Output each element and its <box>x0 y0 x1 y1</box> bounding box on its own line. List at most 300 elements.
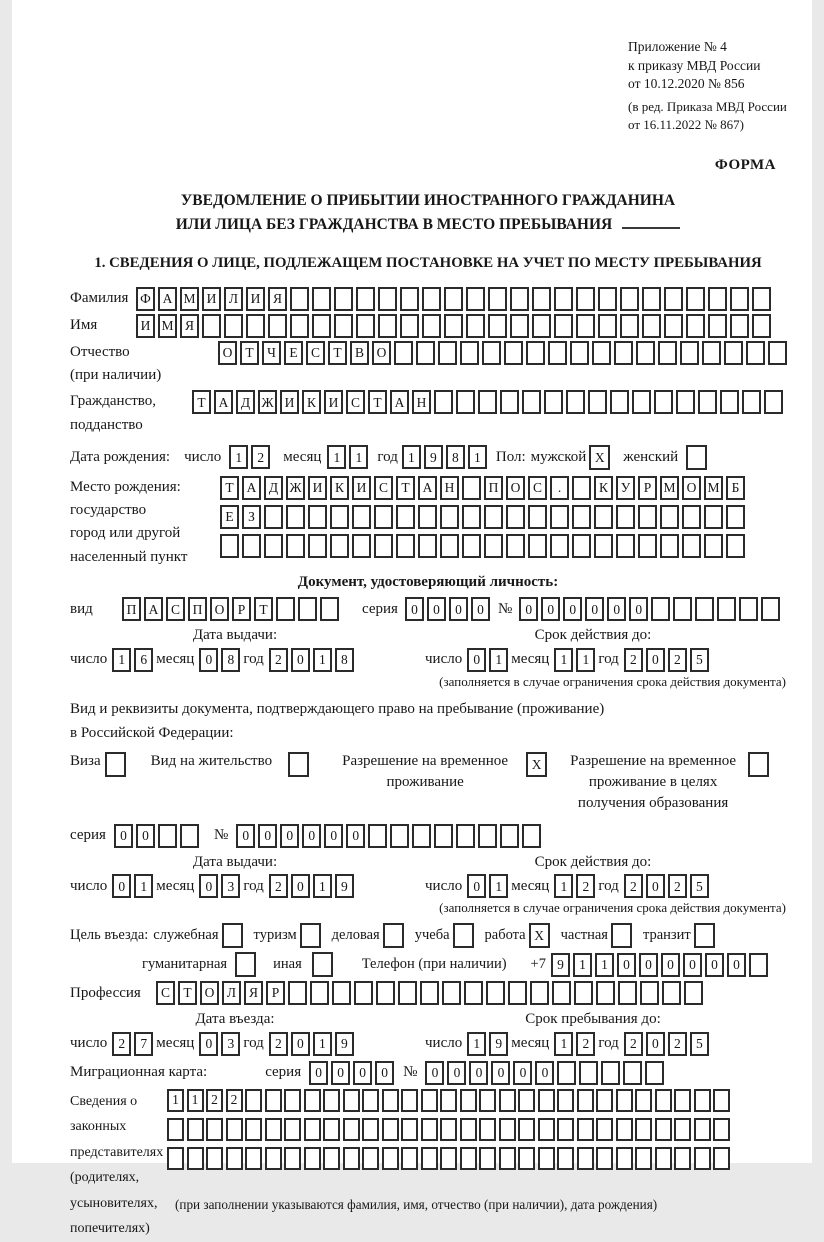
char-box[interactable]: 0 <box>491 1061 510 1085</box>
char-box[interactable]: 0 <box>467 874 486 898</box>
char-box[interactable] <box>655 1147 672 1170</box>
char-box[interactable] <box>596 981 615 1005</box>
char-box[interactable] <box>594 505 613 529</box>
char-box[interactable] <box>504 341 523 365</box>
char-box[interactable]: Т <box>240 341 259 365</box>
char-box[interactable] <box>660 534 679 558</box>
char-box[interactable] <box>187 1147 204 1170</box>
char-box[interactable]: X <box>526 752 547 777</box>
residence-valid-month[interactable] <box>554 874 598 898</box>
residence-issue-year[interactable] <box>269 874 357 898</box>
char-box[interactable]: М <box>660 476 679 500</box>
char-box[interactable] <box>694 923 715 948</box>
char-box[interactable] <box>752 287 771 311</box>
char-box[interactable] <box>544 390 563 414</box>
char-box[interactable] <box>442 981 461 1005</box>
char-box[interactable] <box>286 534 305 558</box>
char-box[interactable] <box>362 1118 379 1141</box>
char-box[interactable] <box>528 505 547 529</box>
char-box[interactable]: Р <box>638 476 657 500</box>
char-box[interactable] <box>730 314 749 338</box>
purpose-work-checkbox[interactable] <box>529 923 553 948</box>
char-box[interactable]: 7 <box>134 1032 153 1056</box>
char-box[interactable] <box>601 1061 620 1085</box>
char-box[interactable]: 2 <box>624 1032 643 1056</box>
char-box[interactable]: Я <box>180 314 199 338</box>
char-box[interactable]: 1 <box>489 874 508 898</box>
char-box[interactable] <box>577 1089 594 1112</box>
char-box[interactable] <box>680 341 699 365</box>
char-box[interactable] <box>453 923 474 948</box>
char-box[interactable] <box>570 341 589 365</box>
char-box[interactable] <box>320 597 339 621</box>
residence-series-boxes[interactable] <box>114 824 202 848</box>
char-box[interactable] <box>557 1118 574 1141</box>
char-box[interactable] <box>343 1147 360 1170</box>
char-box[interactable] <box>376 981 395 1005</box>
char-box[interactable] <box>235 952 256 977</box>
char-box[interactable] <box>488 314 507 338</box>
char-box[interactable] <box>713 1089 730 1112</box>
char-box[interactable] <box>330 505 349 529</box>
doc-valid-year[interactable] <box>624 648 712 672</box>
char-box[interactable]: О <box>200 981 219 1005</box>
char-box[interactable] <box>400 314 419 338</box>
char-box[interactable] <box>530 981 549 1005</box>
char-box[interactable] <box>396 534 415 558</box>
char-box[interactable] <box>576 287 595 311</box>
char-box[interactable] <box>572 505 591 529</box>
char-box[interactable]: З <box>242 505 261 529</box>
char-box[interactable] <box>640 981 659 1005</box>
char-box[interactable] <box>356 314 375 338</box>
char-box[interactable]: 0 <box>563 597 582 621</box>
char-box[interactable]: А <box>158 287 177 311</box>
char-box[interactable] <box>655 1089 672 1112</box>
char-box[interactable] <box>401 1147 418 1170</box>
char-box[interactable] <box>522 390 541 414</box>
char-box[interactable]: Р <box>232 597 251 621</box>
char-box[interactable] <box>479 1147 496 1170</box>
char-box[interactable] <box>434 824 453 848</box>
char-box[interactable]: Т <box>368 390 387 414</box>
char-box[interactable]: 2 <box>226 1089 243 1112</box>
char-box[interactable] <box>412 824 431 848</box>
char-box[interactable] <box>420 981 439 1005</box>
char-box[interactable] <box>286 505 305 529</box>
purpose-other-checkbox[interactable] <box>312 952 336 977</box>
char-box[interactable] <box>323 1118 340 1141</box>
char-box[interactable] <box>724 341 743 365</box>
char-box[interactable] <box>616 1147 633 1170</box>
char-box[interactable] <box>695 597 714 621</box>
birth-year-boxes[interactable] <box>402 445 490 469</box>
char-box[interactable] <box>572 534 591 558</box>
char-box[interactable] <box>245 1089 262 1112</box>
birthplace-row1-boxes[interactable] <box>220 476 748 500</box>
char-box[interactable]: 1 <box>229 445 248 469</box>
char-box[interactable] <box>308 505 327 529</box>
char-box[interactable] <box>206 1118 223 1141</box>
char-box[interactable] <box>532 314 551 338</box>
char-box[interactable] <box>528 534 547 558</box>
char-box[interactable] <box>538 1118 555 1141</box>
char-box[interactable]: 1 <box>489 648 508 672</box>
char-box[interactable] <box>726 505 745 529</box>
char-box[interactable] <box>702 341 721 365</box>
purpose-business-checkbox[interactable] <box>222 923 246 948</box>
char-box[interactable] <box>484 505 503 529</box>
char-box[interactable] <box>245 1118 262 1141</box>
char-box[interactable]: С <box>166 597 185 621</box>
char-box[interactable]: 0 <box>346 824 365 848</box>
char-box[interactable]: 0 <box>114 824 133 848</box>
char-box[interactable] <box>635 1147 652 1170</box>
char-box[interactable] <box>343 1118 360 1141</box>
char-box[interactable] <box>434 390 453 414</box>
char-box[interactable] <box>300 923 321 948</box>
char-box[interactable] <box>418 534 437 558</box>
char-box[interactable]: 1 <box>349 445 368 469</box>
char-box[interactable]: 0 <box>302 824 321 848</box>
char-box[interactable]: 9 <box>335 874 354 898</box>
birthplace-row2-boxes[interactable] <box>220 505 748 529</box>
char-box[interactable] <box>574 981 593 1005</box>
char-box[interactable] <box>440 1147 457 1170</box>
char-box[interactable] <box>268 314 287 338</box>
char-box[interactable]: 0 <box>541 597 560 621</box>
char-box[interactable] <box>352 505 371 529</box>
char-box[interactable] <box>462 505 481 529</box>
char-box[interactable]: 0 <box>513 1061 532 1085</box>
char-box[interactable]: 2 <box>668 874 687 898</box>
char-box[interactable]: О <box>372 341 391 365</box>
char-box[interactable] <box>673 597 692 621</box>
residence-issue-month[interactable] <box>199 874 243 898</box>
char-box[interactable] <box>510 287 529 311</box>
char-box[interactable] <box>635 1118 652 1141</box>
char-box[interactable] <box>484 534 503 558</box>
char-box[interactable] <box>579 1061 598 1085</box>
doc-issue-day[interactable] <box>112 648 156 672</box>
char-box[interactable]: И <box>308 476 327 500</box>
char-box[interactable] <box>330 534 349 558</box>
char-box[interactable]: М <box>158 314 177 338</box>
char-box[interactable]: А <box>418 476 437 500</box>
char-box[interactable] <box>226 1118 243 1141</box>
char-box[interactable]: 2 <box>576 874 595 898</box>
option-residence-permit-checkbox[interactable] <box>288 752 312 777</box>
residence-valid-day[interactable] <box>467 874 511 898</box>
char-box[interactable] <box>440 1118 457 1141</box>
char-box[interactable] <box>264 505 283 529</box>
char-box[interactable] <box>642 287 661 311</box>
char-box[interactable] <box>460 341 479 365</box>
char-box[interactable] <box>684 981 703 1005</box>
char-box[interactable]: 2 <box>251 445 270 469</box>
char-box[interactable] <box>421 1089 438 1112</box>
char-box[interactable] <box>610 390 629 414</box>
char-box[interactable]: 0 <box>467 648 486 672</box>
char-box[interactable]: Е <box>220 505 239 529</box>
char-box[interactable] <box>265 1147 282 1170</box>
char-box[interactable]: О <box>506 476 525 500</box>
char-box[interactable]: 1 <box>313 1032 332 1056</box>
char-box[interactable] <box>550 505 569 529</box>
char-box[interactable]: 0 <box>727 953 746 977</box>
doc-number-boxes[interactable] <box>519 597 783 621</box>
char-box[interactable] <box>598 287 617 311</box>
char-box[interactable] <box>290 287 309 311</box>
char-box[interactable]: 0 <box>646 874 665 898</box>
char-box[interactable]: Т <box>328 341 347 365</box>
char-box[interactable]: 0 <box>425 1061 444 1085</box>
char-box[interactable] <box>660 505 679 529</box>
char-box[interactable]: 0 <box>136 824 155 848</box>
representatives-row2-boxes[interactable] <box>167 1118 733 1141</box>
char-box[interactable] <box>158 824 177 848</box>
representatives-row3-boxes[interactable] <box>167 1147 733 1170</box>
char-box[interactable]: 9 <box>551 953 570 977</box>
char-box[interactable] <box>304 1089 321 1112</box>
char-box[interactable] <box>686 445 707 470</box>
char-box[interactable] <box>596 1147 613 1170</box>
char-box[interactable]: 1 <box>402 445 421 469</box>
char-box[interactable] <box>506 505 525 529</box>
char-box[interactable] <box>620 314 639 338</box>
char-box[interactable]: 0 <box>427 597 446 621</box>
residence-valid-year[interactable] <box>624 874 712 898</box>
char-box[interactable] <box>400 287 419 311</box>
char-box[interactable]: 2 <box>668 1032 687 1056</box>
char-box[interactable]: Ж <box>258 390 277 414</box>
char-box[interactable] <box>438 341 457 365</box>
char-box[interactable]: 9 <box>424 445 443 469</box>
char-box[interactable] <box>421 1118 438 1141</box>
char-box[interactable] <box>651 597 670 621</box>
char-box[interactable] <box>343 1089 360 1112</box>
representatives-row1-boxes[interactable] <box>167 1089 733 1112</box>
char-box[interactable] <box>290 314 309 338</box>
entry-year[interactable] <box>269 1032 357 1056</box>
char-box[interactable]: 1 <box>576 648 595 672</box>
char-box[interactable] <box>708 287 727 311</box>
char-box[interactable]: 1 <box>468 445 487 469</box>
char-box[interactable]: 0 <box>471 597 490 621</box>
char-box[interactable] <box>596 1089 613 1112</box>
residence-number-boxes[interactable] <box>236 824 544 848</box>
stay-year[interactable] <box>624 1032 712 1056</box>
char-box[interactable] <box>378 314 397 338</box>
char-box[interactable] <box>421 1147 438 1170</box>
char-box[interactable]: Т <box>178 981 197 1005</box>
char-box[interactable] <box>310 981 329 1005</box>
char-box[interactable] <box>592 341 611 365</box>
char-box[interactable] <box>206 1147 223 1170</box>
char-box[interactable] <box>518 1118 535 1141</box>
char-box[interactable]: 0 <box>258 824 277 848</box>
char-box[interactable]: А <box>242 476 261 500</box>
char-box[interactable] <box>557 1061 576 1085</box>
char-box[interactable] <box>226 1147 243 1170</box>
char-box[interactable] <box>382 1089 399 1112</box>
char-box[interactable]: Е <box>284 341 303 365</box>
char-box[interactable] <box>466 314 485 338</box>
char-box[interactable] <box>460 1118 477 1141</box>
char-box[interactable]: 0 <box>375 1061 394 1085</box>
char-box[interactable] <box>394 341 413 365</box>
char-box[interactable] <box>686 287 705 311</box>
char-box[interactable] <box>764 390 783 414</box>
char-box[interactable]: Т <box>220 476 239 500</box>
char-box[interactable]: 0 <box>405 597 424 621</box>
char-box[interactable] <box>486 981 505 1005</box>
phone-boxes[interactable] <box>551 953 771 977</box>
entry-day[interactable] <box>112 1032 156 1056</box>
char-box[interactable]: О <box>682 476 701 500</box>
char-box[interactable]: С <box>306 341 325 365</box>
char-box[interactable] <box>577 1118 594 1141</box>
char-box[interactable] <box>674 1089 691 1112</box>
char-box[interactable] <box>246 314 265 338</box>
char-box[interactable] <box>422 314 441 338</box>
char-box[interactable]: Л <box>222 981 241 1005</box>
char-box[interactable]: К <box>330 476 349 500</box>
char-box[interactable] <box>368 824 387 848</box>
doc-issue-year[interactable] <box>269 648 357 672</box>
char-box[interactable] <box>645 1061 664 1085</box>
char-box[interactable] <box>265 1089 282 1112</box>
char-box[interactable]: 0 <box>607 597 626 621</box>
char-box[interactable] <box>220 534 239 558</box>
char-box[interactable] <box>538 1147 555 1170</box>
char-box[interactable] <box>479 1089 496 1112</box>
char-box[interactable] <box>632 390 651 414</box>
char-box[interactable]: У <box>616 476 635 500</box>
char-box[interactable] <box>390 824 409 848</box>
char-box[interactable] <box>444 287 463 311</box>
char-box[interactable]: 0 <box>324 824 343 848</box>
char-box[interactable] <box>242 534 261 558</box>
char-box[interactable] <box>596 1118 613 1141</box>
char-box[interactable] <box>222 923 243 948</box>
char-box[interactable] <box>308 534 327 558</box>
char-box[interactable] <box>482 341 501 365</box>
char-box[interactable] <box>378 287 397 311</box>
char-box[interactable] <box>674 1147 691 1170</box>
char-box[interactable] <box>548 341 567 365</box>
char-box[interactable] <box>550 534 569 558</box>
char-box[interactable] <box>456 390 475 414</box>
purpose-tourism-checkbox[interactable] <box>300 923 324 948</box>
char-box[interactable] <box>554 314 573 338</box>
patronymic-boxes[interactable] <box>218 341 790 365</box>
char-box[interactable]: 1 <box>313 648 332 672</box>
char-box[interactable]: 1 <box>112 648 131 672</box>
char-box[interactable] <box>265 1118 282 1141</box>
char-box[interactable] <box>664 287 683 311</box>
char-box[interactable] <box>276 597 295 621</box>
char-box[interactable]: Д <box>236 390 255 414</box>
char-box[interactable] <box>352 534 371 558</box>
char-box[interactable] <box>730 287 749 311</box>
char-box[interactable]: Ф <box>136 287 155 311</box>
char-box[interactable] <box>224 314 243 338</box>
char-box[interactable] <box>748 752 769 777</box>
char-box[interactable] <box>323 1147 340 1170</box>
char-box[interactable] <box>284 1118 301 1141</box>
char-box[interactable] <box>746 341 765 365</box>
char-box[interactable]: Т <box>254 597 273 621</box>
char-box[interactable]: 0 <box>617 953 636 977</box>
char-box[interactable] <box>167 1118 184 1141</box>
char-box[interactable]: 2 <box>269 1032 288 1056</box>
doc-valid-day[interactable] <box>467 648 511 672</box>
stay-month[interactable] <box>554 1032 598 1056</box>
sex-female-checkbox[interactable] <box>686 445 710 470</box>
char-box[interactable] <box>742 390 761 414</box>
char-box[interactable] <box>664 314 683 338</box>
char-box[interactable] <box>466 287 485 311</box>
char-box[interactable] <box>682 534 701 558</box>
char-box[interactable] <box>398 981 417 1005</box>
char-box[interactable] <box>566 390 585 414</box>
char-box[interactable] <box>264 534 283 558</box>
char-box[interactable] <box>658 341 677 365</box>
char-box[interactable]: 0 <box>291 874 310 898</box>
char-box[interactable]: 1 <box>313 874 332 898</box>
char-box[interactable] <box>506 534 525 558</box>
char-box[interactable] <box>508 981 527 1005</box>
char-box[interactable]: 0 <box>646 1032 665 1056</box>
char-box[interactable]: X <box>529 923 550 948</box>
char-box[interactable]: А <box>390 390 409 414</box>
char-box[interactable] <box>704 505 723 529</box>
char-box[interactable] <box>694 1147 711 1170</box>
char-box[interactable]: 2 <box>206 1089 223 1112</box>
char-box[interactable] <box>518 1089 535 1112</box>
char-box[interactable] <box>713 1118 730 1141</box>
option-visa-checkbox[interactable] <box>105 752 129 777</box>
char-box[interactable] <box>518 1147 535 1170</box>
char-box[interactable] <box>635 1089 652 1112</box>
char-box[interactable] <box>440 505 459 529</box>
char-box[interactable] <box>557 1089 574 1112</box>
char-box[interactable] <box>312 314 331 338</box>
char-box[interactable] <box>616 534 635 558</box>
char-box[interactable]: 1 <box>167 1089 184 1112</box>
char-box[interactable]: Т <box>396 476 415 500</box>
char-box[interactable]: Н <box>440 476 459 500</box>
char-box[interactable] <box>334 287 353 311</box>
char-box[interactable]: 2 <box>269 648 288 672</box>
char-box[interactable]: 9 <box>335 1032 354 1056</box>
char-box[interactable] <box>698 390 717 414</box>
char-box[interactable]: 2 <box>576 1032 595 1056</box>
char-box[interactable]: 0 <box>236 824 255 848</box>
char-box[interactable]: 0 <box>112 874 131 898</box>
stay-day[interactable] <box>467 1032 511 1056</box>
char-box[interactable] <box>187 1118 204 1141</box>
residence-issue-day[interactable] <box>112 874 156 898</box>
char-box[interactable]: 5 <box>690 1032 709 1056</box>
char-box[interactable] <box>464 981 483 1005</box>
char-box[interactable] <box>557 1147 574 1170</box>
char-box[interactable]: Н <box>412 390 431 414</box>
char-box[interactable] <box>312 952 333 977</box>
char-box[interactable] <box>382 1147 399 1170</box>
char-box[interactable]: 1 <box>554 874 573 898</box>
